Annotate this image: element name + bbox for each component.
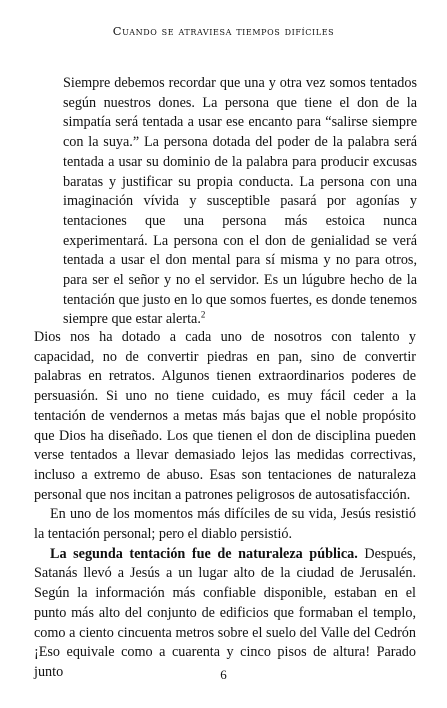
section-lead: La segunda tentación fue de naturaleza pública. — [50, 545, 358, 562]
quote-text: Siempre debemos recordar que una y otra vez somos tentados según nuestros dones. La persona que tiene el don de la simpatía será tentada a usar ese encanto para “salirse siempre con la suya.” La persona dotada del poder de la palabra será tentada a usar su dominio de la palabra para producir excusas baratas y justificar su propia conducta. La persona con una imaginación vívida y susceptible pasará por agonías y tentaciones que una persona más estoica nunca experimentará. La persona con el don de genialidad se verá tentada a usar el don mental para sí misma y no para otros, para ser el señor y no el servidor. Es un lúgubre hecho de la tentación que justo en lo que somos fuertes, es donde tenemos siempre que estar alerta. — [63, 75, 417, 328]
body-paragraph-3 — [34, 545, 416, 683]
body-paragraph-2: En uno de los momentos más difíciles de su vida, Jesús resistió la tentación personal; pero el diablo persistió. — [34, 506, 416, 543]
body-text — [34, 328, 416, 683]
body-paragraph-3-text: Después, Satanás llevó a Jesús a un lugar alto de la ciudad de Jerusalén. Según la información más confiable disponible, estaban en el punto más alto del conjunto de edificios que formaban el templo, como a ciento cincuenta metros sobre el suelo del Valle del Cedrón ¡Eso equivale como a cuarenta y cinco pisos de altura! Parado junto — [34, 545, 416, 680]
footnote-marker: 2 — [200, 309, 206, 320]
running-head: Cuando se atraviesa tiempos difíciles — [112, 24, 335, 38]
page-number: 6 — [220, 667, 227, 682]
quote-paragraph — [63, 74, 417, 330]
block-quote — [63, 74, 417, 330]
body-paragraph-1: Dios nos ha dotado a cada uno de nosotros con talento y capacidad, no de convertir piedras en pan, sino de convertir palabras en retratos. Algunos tienen extraordinarios poderes de persuasión. Si uno no tiene cuidado, es muy fácil ceder a la tentación de vendernos a metas más bajas que el noble propósito que Dios ha diseñado. Los que tienen el don de disciplina pueden verse tentados a llevar demasiado lejos las medidas correctivas, incluso a extremo de abuso. Esas son tentaciones de naturaleza personal que nos incitan a patrones peligrosos de autosatisfacción. — [34, 329, 416, 503]
